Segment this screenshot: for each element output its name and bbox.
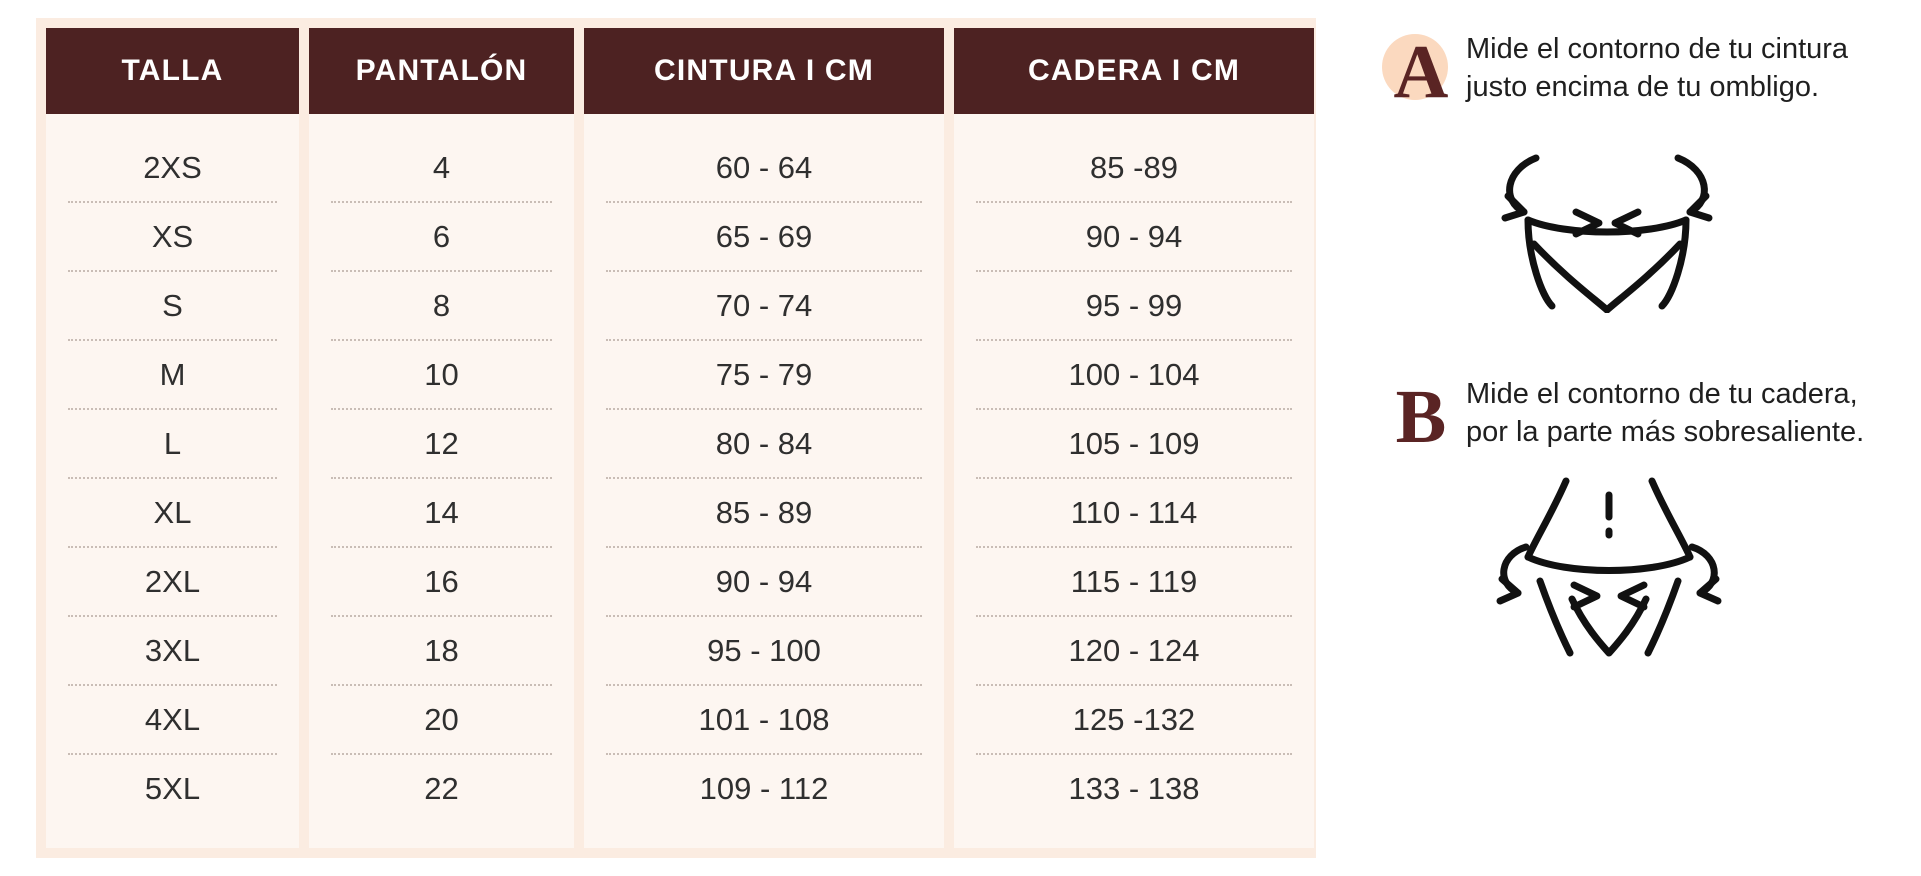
table-cell: 90 - 94 bbox=[976, 203, 1292, 272]
table-cell: 65 - 69 bbox=[606, 203, 922, 272]
instruction-letter-a: A bbox=[1393, 30, 1449, 114]
instruction-text-a: Mide el contorno de tu cintura justo encima de tu ombligo. bbox=[1466, 33, 1849, 104]
column-body-cadera bbox=[954, 114, 1314, 848]
table-cell: XS bbox=[68, 203, 277, 272]
table-cell: 6 bbox=[331, 203, 552, 272]
table-cell: 115 - 119 bbox=[976, 548, 1292, 617]
column-header-pantalon: PANTALÓN bbox=[309, 28, 574, 114]
column-header-talla: TALLA bbox=[46, 28, 299, 114]
column-header-cadera: CADERA I CM bbox=[954, 28, 1314, 114]
table-cell: 90 - 94 bbox=[606, 548, 922, 617]
size-table bbox=[36, 18, 1316, 858]
instruction-row-a bbox=[1376, 26, 1896, 118]
table-cell: 95 - 100 bbox=[606, 617, 922, 686]
table-cell: 105 - 109 bbox=[976, 410, 1292, 479]
table-cell: 125 -132 bbox=[976, 686, 1292, 755]
column-header-cintura: CINTURA I CM bbox=[584, 28, 944, 114]
table-cell: 85 -89 bbox=[976, 134, 1292, 203]
table-cell: L bbox=[68, 410, 277, 479]
table-cell: S bbox=[68, 272, 277, 341]
table-cell: 85 - 89 bbox=[606, 479, 922, 548]
table-cell: 22 bbox=[424, 771, 459, 806]
table-cell: 16 bbox=[331, 548, 552, 617]
instruction-row-b bbox=[1376, 371, 1896, 463]
table-cell: 95 - 99 bbox=[976, 272, 1292, 341]
measurement-instructions bbox=[1376, 26, 1896, 658]
table-column-cadera bbox=[954, 28, 1314, 848]
table-cell: 20 bbox=[331, 686, 552, 755]
table-cell: 12 bbox=[331, 410, 552, 479]
table-column-pantalon bbox=[309, 28, 574, 848]
table-cell: 120 - 124 bbox=[976, 617, 1292, 686]
table-cell: 110 - 114 bbox=[976, 479, 1292, 548]
table-cell: 109 - 112 bbox=[699, 771, 829, 806]
size-table-grid bbox=[46, 28, 1306, 848]
table-column-talla bbox=[46, 28, 299, 848]
table-cell: 70 - 74 bbox=[606, 272, 922, 341]
table-cell: 60 - 64 bbox=[606, 134, 922, 203]
waist-measure-icon bbox=[1376, 128, 1836, 313]
table-cell: 18 bbox=[331, 617, 552, 686]
instruction-block-a bbox=[1376, 26, 1896, 313]
table-cell: 80 - 84 bbox=[606, 410, 922, 479]
table-cell: 2XS bbox=[68, 134, 277, 203]
table-cell: 75 - 79 bbox=[606, 341, 922, 410]
column-body-talla bbox=[46, 114, 299, 848]
table-cell: 133 - 138 bbox=[1068, 771, 1200, 806]
table-cell: 2XL bbox=[68, 548, 277, 617]
table-cell: XL bbox=[68, 479, 277, 548]
instruction-text-b: Mide el contorno de tu cadera, por la parte más sobresaliente. bbox=[1466, 378, 1865, 449]
table-cell: 14 bbox=[331, 479, 552, 548]
column-body-cintura bbox=[584, 114, 944, 848]
instruction-letter-badge-b bbox=[1376, 371, 1466, 463]
table-cell: 4 bbox=[331, 134, 552, 203]
table-cell: 4XL bbox=[68, 686, 277, 755]
instruction-block-b bbox=[1376, 371, 1896, 658]
table-cell: 101 - 108 bbox=[606, 686, 922, 755]
hip-measure-icon bbox=[1376, 473, 1836, 658]
column-body-pantalon bbox=[309, 114, 574, 848]
table-cell: 3XL bbox=[68, 617, 277, 686]
instruction-letter-badge-a bbox=[1376, 26, 1466, 118]
instruction-letter-b: B bbox=[1395, 375, 1447, 459]
table-cell: 10 bbox=[331, 341, 552, 410]
table-column-cintura bbox=[584, 28, 944, 848]
table-cell: 5XL bbox=[144, 771, 201, 806]
table-cell: 8 bbox=[331, 272, 552, 341]
table-cell: 100 - 104 bbox=[976, 341, 1292, 410]
table-cell: M bbox=[68, 341, 277, 410]
